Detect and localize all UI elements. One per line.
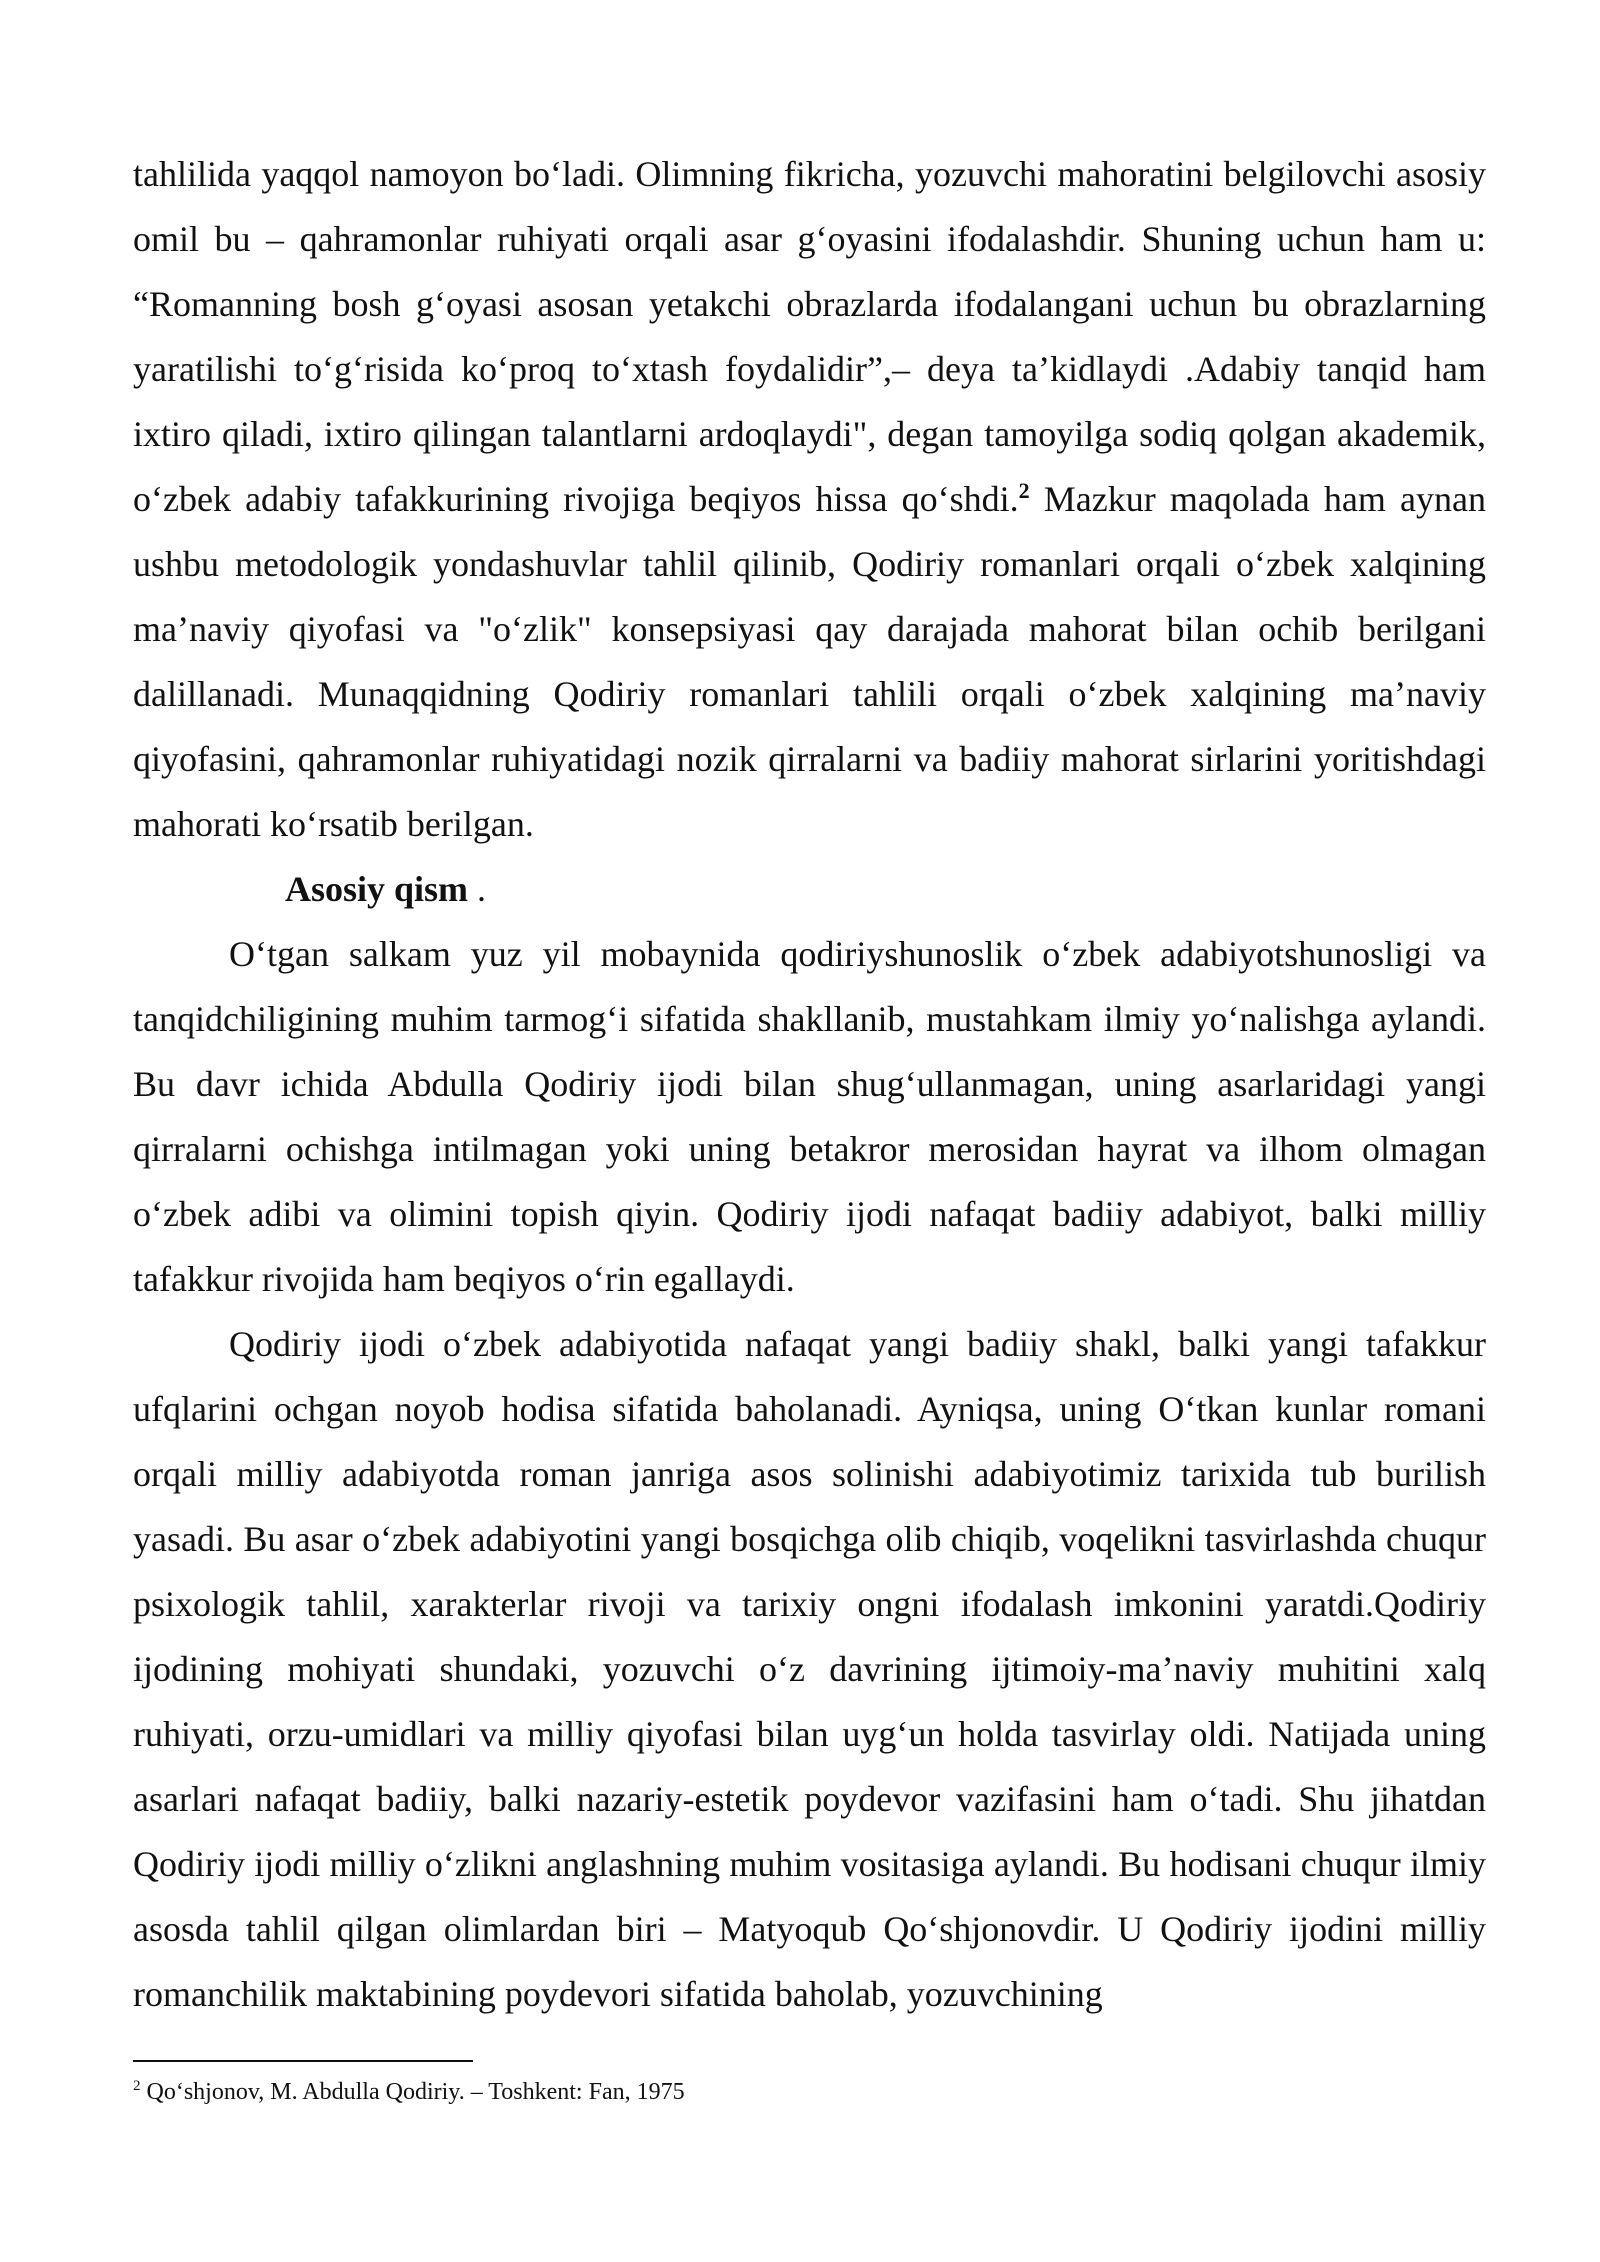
footnote-reference[interactable]: 2 <box>1018 478 1030 503</box>
footnote-marker: 2 <box>133 2078 141 2094</box>
paragraph-intro <box>133 142 1486 857</box>
paragraph-intro-part-1: tahlilida yaqqol namoyon bo‘ladi. Olimning fikricha, yozuvchi mahoratini belgilovchi asosiy omil bu – qahramonlar ruhiyati orqali asar g‘oyasini ifodalashdir. Shuning uchun ham u: “Romanning bosh g‘oyasi asosan yetakchi obrazlarda ifodalangani uchun bu obrazlarning yaratilishi to‘g‘risida ko‘proq to‘xtash foydalidir”,– deya ta’kidlaydi .Adabiy tanqid ham ixtiro qiladi, ixtiro qilingan talantlarni ardoqlaydi", degan tamoyilga sodiq qolgan akademik, o‘zbek adabiy tafakkurining rivojiga beqiyos hissa qo‘shdi. <box>133 154 1486 519</box>
footnote-separator <box>133 2060 473 2062</box>
paragraph-qodiriy-ijodi: Qodiriy ijodi o‘zbek adabiyotida nafaqat yangi badiiy shakl, balki yangi tafakkur ufqlarini ochgan noyob hodisa sifatida baholanadi. Ayniqsa, uning O‘tkan kunlar romani orqali milliy adabiyotda roman janriga asos solinishi adabiyotimiz tarixida tub burilish yasadi. Bu asar o‘zbek adabiyotini yangi bosqichga olib chiqib, voqelikni tasvirlashda chuqur psixologik tahlil, xarakterlar rivoji va tarixiy ongni ifodalash imkonini yaratdi.Qodiriy ijodining mohiyati shundaki, yozuvchi o‘z davrining ijtimoiy-ma’naviy muhitini xalq ruhiyati, orzu-umidlari va milliy qiyofasi bilan uyg‘un holda tasvirlay oldi. Natijada uning asarlari nafaqat badiiy, balki nazariy-estetik poydevor vazifasini ham o‘tadi. Shu jihatdan Qodiriy ijodi milliy o‘zlikni anglashning muhim vositasiga aylandi. Bu hodisani chuqur ilmiy asosda tahlil qilgan olimlardan biri – Matyoqub Qo‘shjonovdir. U Qodiriy ijodini milliy romanchilik maktabining poydevori sifatida baholab, yozuvchining <box>133 1324 1486 2014</box>
section-heading-trailing: . <box>468 869 487 909</box>
footnote <box>133 2075 1486 2109</box>
section-heading-title: Asosiy qism <box>285 869 469 909</box>
section-heading <box>133 857 1486 922</box>
paragraph-qodiriyshunoslik: O‘tgan salkam yuz yil mobaynida qodiriyshunoslik o‘zbek adabiyotshunosligi va tanqidchiligining muhim tarmog‘i sifatida shakllanib, mustahkam ilmiy yo‘nalishga aylandi. Bu davr ichida Abdulla Qodiriy ijodi bilan shug‘ullanmagan, uning asarlaridagi yangi qirralarni ochishga intilmagan yoki uning betakror merosidan hayrat va ilhom olmagan o‘zbek adibi va olimini topish qiyin. Qodiriy ijodi nafaqat badiiy adabiyot, balki milliy tafakkur rivojida ham beqiyos o‘rin egallaydi. <box>133 934 1486 1299</box>
paragraph-intro-part-2: Mazkur maqolada ham aynan ushbu metodologik yondashuvlar tahlil qilinib, Qodiriy romanlari orqali o‘zbek xalqining ma’naviy qiyofasi va "o‘zlik" konsepsiyasi qay darajada mahorat bilan ochib berilgani dalillanadi. Munaqqidning Qodiriy romanlari tahlili orqali o‘zbek xalqining ma’naviy qiyofasini, qahramonlar ruhiyatidagi nozik qirralarni va badiiy mahorat sirlarini yoritishdagi mahorati ko‘rsatib berilgan. <box>133 479 1486 844</box>
main-text <box>133 142 1486 2027</box>
footnote-text: Qo‘shjonov, M. Abdulla Qodiriy. – Toshkent: Fan, 1975 <box>140 2079 685 2105</box>
